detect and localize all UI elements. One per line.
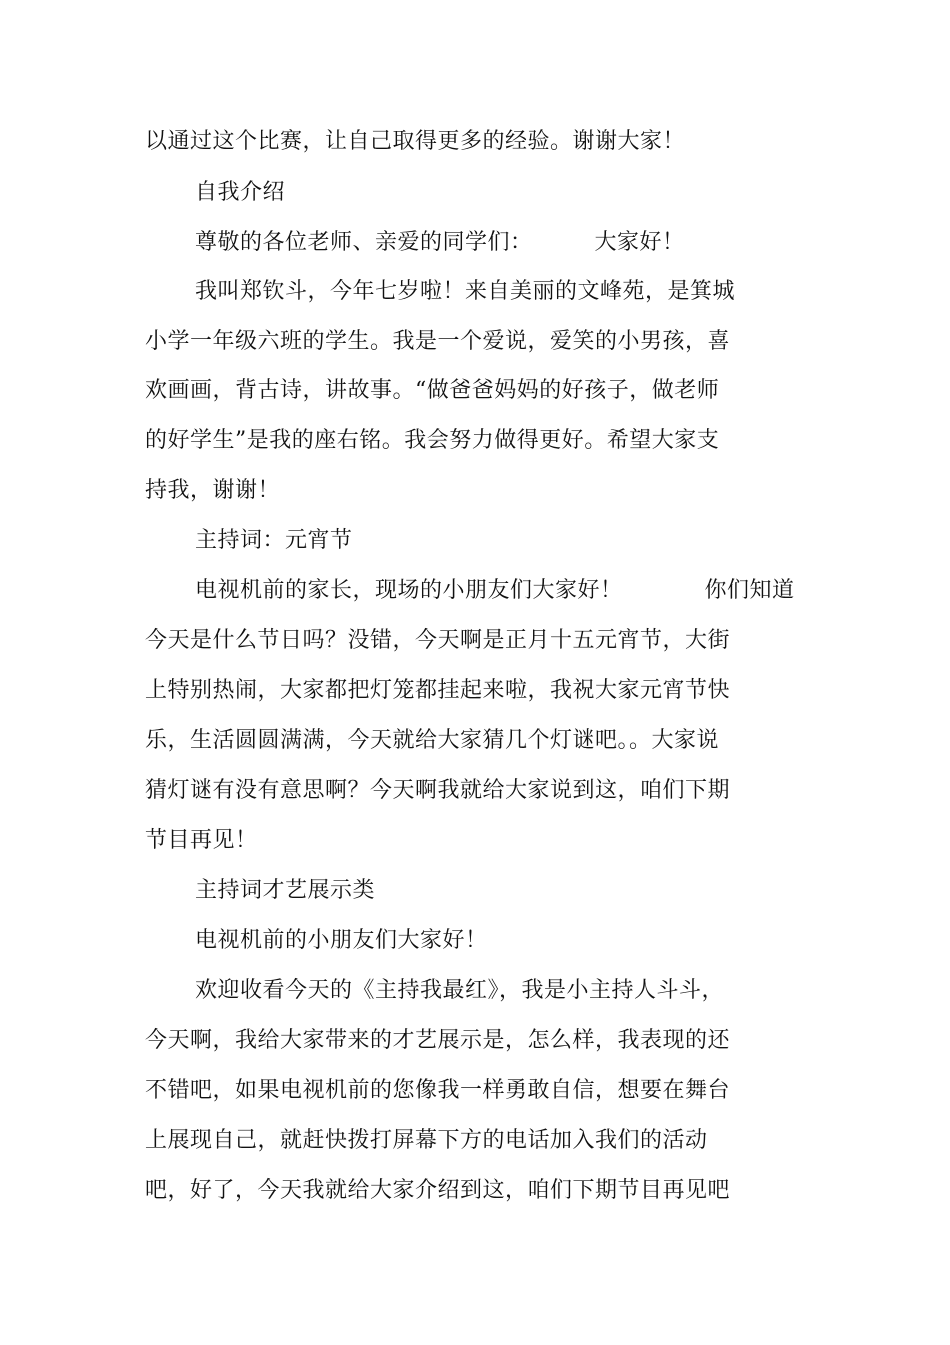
greeting-text: 尊敬的各位老师、亲爱的同学们： (195, 230, 533, 255)
host-opening-text-continued: 你们知道 (704, 578, 795, 603)
section-heading-lantern-festival: 主持词：元宵节 (195, 528, 353, 553)
text-line: 电视机前的小朋友们大家好！ (195, 928, 488, 953)
text-line: 欢迎收看今天的《主持我最红》，我是小主持人斗斗， (195, 978, 725, 1003)
text-line: 上展现自己，就赶快拨打屏幕下方的电话加入我们的活动 (145, 1128, 708, 1153)
text-line: 持我，谢谢！ (145, 478, 281, 503)
greeting-text-continued: 大家好！ (594, 230, 685, 255)
text-line: 我叫郑钦斗，今年七岁啦！来自美丽的文峰苑，是箕城 (195, 279, 736, 304)
text-line: 以通过这个比赛，让自己取得更多的经验。谢谢大家！ (145, 129, 686, 154)
text-line: 上特别热闹，大家都把灯笼都挂起来啦，我祝大家元宵节快 (145, 678, 731, 703)
text-line: 今天啊，我给大家带来的才艺展示是，怎么样，我表现的还 (145, 1028, 731, 1053)
text-line: 乐，生活圆圆满满，今天就给大家猜几个灯谜吧。。大家说 (145, 728, 720, 753)
section-heading-self-intro: 自我介绍 (195, 180, 286, 205)
text-line: 小学一年级六班的学生。我是一个爱说，爱笑的小男孩，喜 (145, 329, 731, 354)
text-line: 吧，好了，今天我就给大家介绍到这，咱们下期节目再见吧 (145, 1178, 731, 1203)
text-line: 今天是什么节日吗？没错，今天啊是正月十五元宵节，大街 (145, 628, 731, 653)
text-line: 的好学生”是我的座右铭。我会努力做得更好。希望大家支 (145, 428, 720, 453)
host-opening-line (195, 576, 795, 606)
text-line: 猜灯谜有没有意思啊？今天啊我就给大家说到这，咱们下期 (145, 778, 731, 803)
text-line: 不错吧，如果电视机前的您像我一样勇敢自信，想要在舞台 (145, 1078, 731, 1103)
greeting-line (195, 228, 685, 258)
section-heading-talent-show: 主持词才艺展示类 (195, 878, 376, 903)
text-line: 欢画画，背古诗，讲故事。“做爸爸妈妈的好孩子，做老师 (145, 378, 720, 403)
host-opening-text: 电视机前的家长，现场的小朋友们大家好！ (195, 578, 623, 603)
text-line: 节目再见！ (145, 828, 258, 853)
